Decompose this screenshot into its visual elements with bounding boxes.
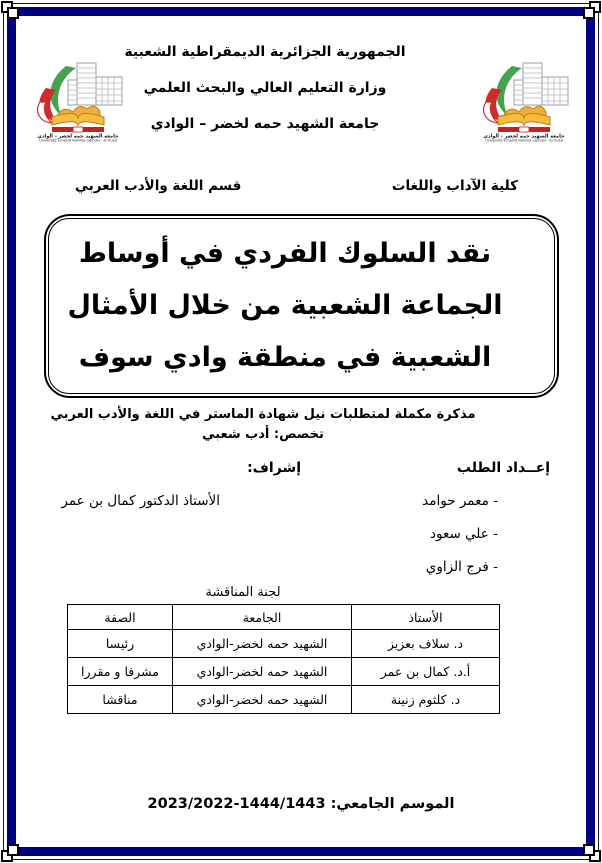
table-cell-professor: أ.د. كمال بن عمر <box>352 658 500 686</box>
table-cell-university: الشهيد حمه لخضر-الوادي <box>173 686 352 714</box>
academic-year-label: الموسم الجامعي: <box>330 796 455 812</box>
academic-year-line <box>28 796 574 812</box>
specialty-line: تخصص: أدب شعبي <box>202 427 324 442</box>
academic-year-value: 2023/2022-1444/1443 <box>147 796 326 812</box>
table-row <box>68 686 500 714</box>
prepared-by-label: إعــداد الطلب <box>456 460 550 476</box>
table-row <box>68 658 500 686</box>
table-cell-university: الشهيد حمه لخضر-الوادي <box>173 658 352 686</box>
table-cell-role: مشرفا و مقررا <box>68 658 173 686</box>
names-row <box>28 485 574 584</box>
table-cell-role: مناقشا <box>68 686 173 714</box>
thesis-title-box <box>44 214 559 398</box>
page-content <box>28 20 574 843</box>
corner-ornament-top-right <box>579 1 601 23</box>
table-cell-professor: د. كلثوم زنينة <box>352 686 500 714</box>
thesis-title-line-1: نقد السلوك الفردي في أوساط <box>78 238 492 269</box>
table-cell-university: الشهيد حمه لخضر-الوادي <box>173 630 352 658</box>
university-line: جامعة الشهيد حمه لخضر – الوادي <box>150 116 380 132</box>
republic-line: الجمهورية الجزائرية الديمقراطية الشعبية <box>124 44 406 60</box>
students-list <box>301 485 574 584</box>
thesis-note: مذكرة مكملة لمتطلبات نيل شهادة الماستر في اللغة والأدب العربي <box>50 407 476 422</box>
supervisor-name: الأستاذ الدكتور كمال بن عمر <box>61 493 220 509</box>
table-header-professor: الأستاذ <box>352 605 500 630</box>
student-name: - فرج الزاوي <box>425 559 498 575</box>
thesis-title-line-2: الجماعة الشعبية من خلال الأمثال <box>67 290 503 321</box>
table-row <box>68 630 500 658</box>
logo-caption-french: Université Echahid Hamma Lakhdar - El Oued <box>39 138 117 142</box>
supervision-label: إشراف: <box>247 460 301 476</box>
corner-ornament-bottom-right <box>579 840 601 862</box>
state-header <box>0 34 538 142</box>
committee-title: لجنة المناقشة <box>205 585 281 600</box>
committee-table <box>67 604 500 714</box>
corner-ornament-bottom-left <box>1 840 23 862</box>
student-name: - علي سعود <box>429 526 498 542</box>
table-header-role: الصفة <box>68 605 173 630</box>
logo-caption-arabic: جامعة الشهيد حمه لخضر - الوادي <box>37 133 119 140</box>
table-header-row <box>68 605 500 630</box>
ministry-line: وزارة التعليم العالي والبحث العلمي <box>143 80 387 96</box>
thesis-title-line-3: الشعبية في منطقة وادي سوف <box>78 342 492 373</box>
faculty-name: كلية الآداب واللغات <box>391 178 518 194</box>
logo-caption-french: Université Echahid Hamma Lakhdar - El Oued <box>485 138 563 142</box>
department-name: قسم اللغة والأدب العربي <box>75 178 242 194</box>
table-header-university: الجامعة <box>173 605 352 630</box>
table-cell-professor: د. سلاف بعزيز <box>352 630 500 658</box>
thesis-note-block <box>0 406 536 447</box>
preparation-supervision-labels <box>28 457 574 479</box>
faculty-department-row <box>28 176 574 196</box>
table-cell-role: رئيسا <box>68 630 173 658</box>
student-name: - معمر حوامد <box>422 493 498 509</box>
logo-caption-arabic: جامعة الشهيد حمه لخضر - الوادي <box>483 133 565 140</box>
corner-ornament-top-left <box>1 1 23 23</box>
